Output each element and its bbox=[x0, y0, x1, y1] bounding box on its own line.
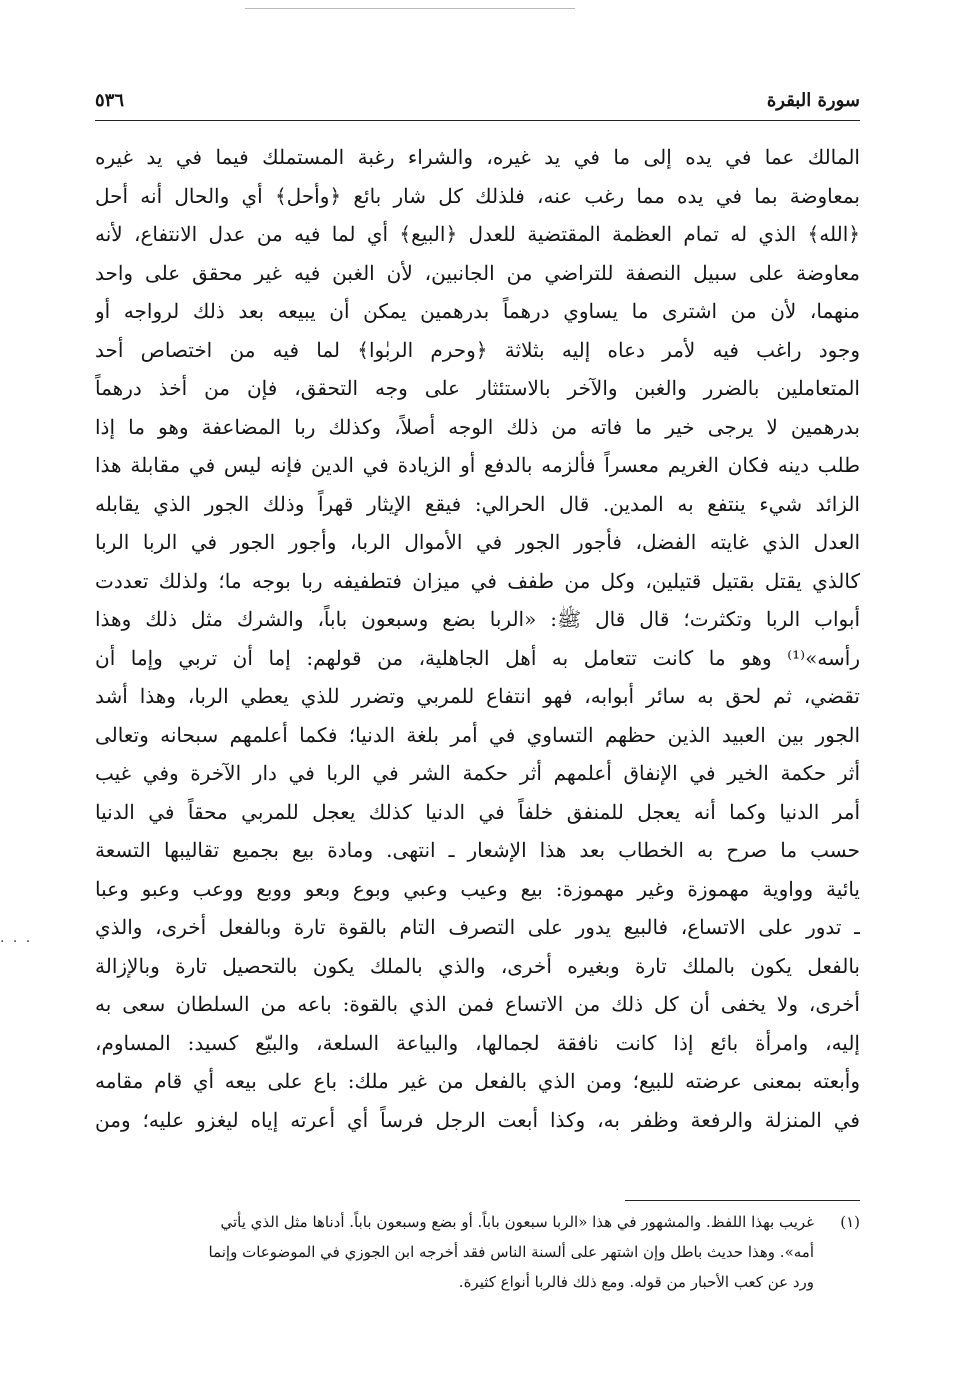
body-line: بمعاوضة بما في يده مما رغب عنه، فلذلك كل شار بائع ﴿وأحل﴾ أي والحال أنه أحل bbox=[95, 183, 860, 208]
body-line: أمر الدنيا وكما أنه يعجل للمنفق خلفاً في الدنيا كذلك يعجل للمربي محقاً في الدنيا bbox=[95, 799, 860, 824]
body-line: طلب دينه فكان الغريم معسراً فألزمه بالدفع أو الزيادة في الدين فإنه ليس في مقابلة هذا bbox=[95, 453, 860, 477]
body-line: في المنزلة والرفعة وظفر به، وكذا أبعت الرجل فرساً أي أعرته إياه ليغزو عليه؛ ومن bbox=[95, 1107, 860, 1132]
body-line: المتعاملين بالضرر والغبن والآخر بالاستئثار على وجه التحقق، فإن من أخذ درهماً bbox=[95, 376, 860, 400]
body-text bbox=[95, 138, 860, 1139]
body-line: أخرى، ولا يخفى أن كل ذلك من الاتساع فمن الذي بالقوة: باعه من السلطان سعى به bbox=[95, 992, 860, 1016]
body-line: يائية وواوية مهموزة وغير مهموزة: بيع وعيب وعبي وبوع وبعو ووبع ووعب وعبو وعبا bbox=[95, 876, 860, 901]
footnote-divider bbox=[625, 1200, 860, 1201]
body-line: الجور بين العبيد الذين حظهم التساوي في أمر بلغة الدنيا؛ فكما أعلمهم سبحانه وتعالى bbox=[95, 722, 860, 747]
footnote-line bbox=[95, 1207, 860, 1237]
page-header bbox=[95, 90, 860, 114]
body-line: تقضي، ثم لحق به سائر أبوابه، فهو انتفاع للمربي وتضرر للذي يعطي الربا، وهذا أشد bbox=[95, 684, 860, 708]
body-line: كالذي يقتل بقتيل قتيلين، وكل من طفف في ميزان فتطفيفه ربا بوجه ما؛ ولذلك تعددت bbox=[95, 568, 860, 593]
body-line: منهما، لأن من اشترى ما يساوي درهماً بدرهمين يمكن أن يبيعه بعد ذلك لرواجه أو bbox=[95, 299, 860, 323]
body-line: معاوضة على سبيل النصفة للتراضي من الجانبين، لأن الغبن فيه غير محقق على واحد bbox=[95, 260, 860, 285]
body-line: وجود راغب فيه لأمر دعاه إليه بثلاثة ﴿وحرم الربٰوا﴾ لما فيه من اختصاص أحد bbox=[95, 337, 860, 362]
footnotes bbox=[95, 1207, 860, 1297]
body-line: المالك عما في يده إلى ما في يد غيره، والشراء رغبة المستملك فيما في يد غيره bbox=[95, 145, 860, 169]
footnote-line: ورد عن كعب الأحبار من قوله. ومع ذلك فالربا أنواع كثيرة. bbox=[458, 1273, 814, 1291]
header-divider bbox=[95, 120, 860, 121]
page-number: ٥٣٦ bbox=[95, 90, 125, 111]
body-line: ﴿الله﴾ الذي له تمام العظمة المقتضية للعدل ﴿البيع﴾ أي لما فيه من عدل الانتفاع، لأنه bbox=[95, 222, 860, 246]
scan-top-line bbox=[245, 8, 575, 9]
body-line: حسب ما صرح به الخطاب بعد هذا الإشعار ـ انتهى. ومادة بيع بجميع تقاليبها التسعة bbox=[95, 838, 860, 862]
body-line: العدل الذي غايته الفضل، فأجور الجور في الأموال الربا، وأجور الجور في الربا الربا bbox=[95, 530, 860, 554]
body-line: بدرهمين لا يرجى خير ما فاته من ذلك الوجه أصلاً، وكذلك ربا المضاعفة وهو ما إذا bbox=[95, 414, 860, 439]
body-line: رأسه»⁽¹⁾ وهو ما كانت تتعامل به أهل الجاهلية، من قولهم: إما أن تربي وإما أن bbox=[95, 645, 860, 670]
body-line: أبواب الربا وتكثرت؛ قال قال ﷺ: «الربا بضع وسبعون باباً، والشرك مثل ذلك وهذا bbox=[95, 607, 860, 631]
body-line: إليه، وامرأة بائع إذا كانت نافقة لجمالها، والبياعة السلعة، والبيّع كسيد: المساوم، bbox=[95, 1030, 860, 1055]
body-line: وأبعته بمعنى عرضته للبيع؛ ومن الذي بالفعل من غير ملك: باع على بيعه أي قام مقامه bbox=[95, 1069, 860, 1093]
surah-title: سورة البقرة bbox=[766, 90, 860, 111]
body-line: بالفعل يكون بالملك تارة وبغيره أخرى، والذي بالملك يكون بالتحصيل تارة وبالإزالة bbox=[95, 953, 860, 978]
footnote-line: أمه». وهذا حديث باطل وإن اشتهر على ألسنة الناس فقد أخرجه ابن الجوزي في الموضوعات وإنما bbox=[208, 1243, 814, 1261]
footnote-marker: (١) bbox=[840, 1213, 860, 1231]
body-line: الزائد شيء ينتفع به المدين. قال الحرالي: فيقع الإيثار قهراً وذلك الجور الذي يقابله bbox=[95, 491, 860, 516]
body-line: أثر حكمة الخير في الإنفاق أعلمهم أثر حكمة الشر في الربا في دار الآخرة وفي غيب bbox=[95, 761, 860, 785]
footnote-text: غريب بهذا اللفظ. والمشهور في هذا «الربا سبعون باباً. أو بضع وسبعون باباً. أدناها مثل الذي يأتي bbox=[220, 1213, 814, 1231]
margin-dots: · · · bbox=[0, 934, 33, 950]
body-line: ـ تدور على الاتساع، فالبيع يدور على التصرف التام بالقوة تارة وبالفعل أخرى، والذي bbox=[95, 915, 860, 939]
